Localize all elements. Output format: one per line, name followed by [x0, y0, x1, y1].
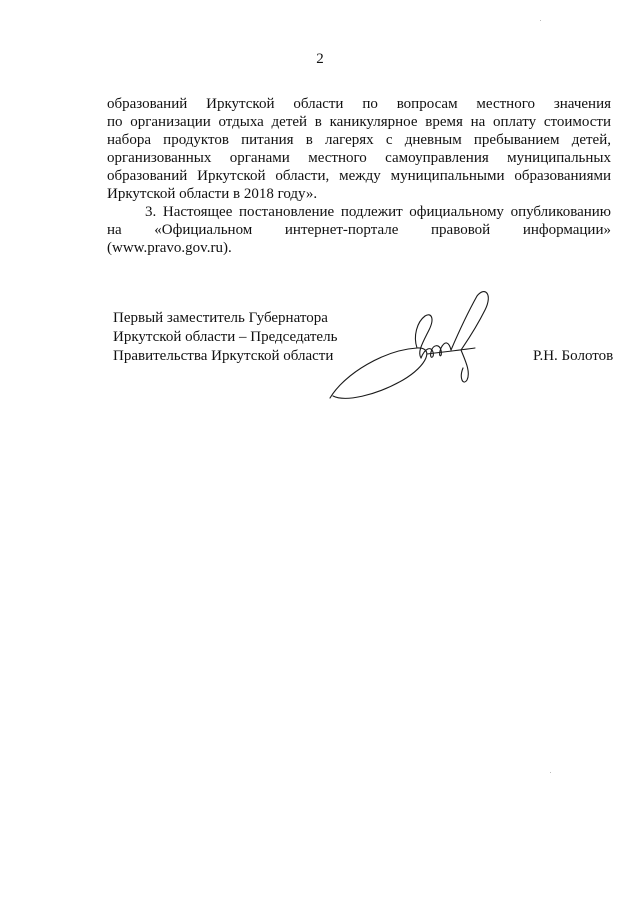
signer-title-line: Первый заместитель Губернатора — [113, 310, 328, 326]
paragraph-line: образований Иркутской области по вопросам местного значения — [107, 96, 611, 112]
paragraph-line: 3. Настоящее постановление подлежит официальному опубликованию — [145, 204, 611, 220]
signer-name: Р.Н. Болотов — [533, 348, 614, 364]
paragraph-line: (www.pravo.gov.ru). — [107, 240, 232, 256]
signature-title — [113, 309, 337, 366]
body-text — [107, 95, 611, 257]
scan-speck — [540, 20, 541, 21]
scan-speck — [550, 772, 551, 773]
page-number: 2 — [316, 51, 324, 67]
paragraph-line: по организации отдыха детей в каникулярное время на оплату стоимости — [107, 114, 611, 130]
signer-title-line: Иркутской области – Председатель — [113, 329, 338, 345]
paragraph-line: Иркутской области в 2018 году». — [107, 186, 318, 202]
paragraph-line: набора продуктов питания в лагерях с дневным пребыванием детей, — [107, 132, 611, 148]
paragraph-line: на «Официальном интернет-портале правовой информации» — [107, 222, 611, 238]
paragraph-line: организованных органами местного самоуправления муниципальных — [107, 150, 611, 166]
signer-title-line: Правительства Иркутской области — [113, 348, 334, 364]
handwritten-signature — [325, 288, 495, 408]
paragraph-line: образований Иркутской области, между муниципальными образованиями — [107, 168, 611, 184]
